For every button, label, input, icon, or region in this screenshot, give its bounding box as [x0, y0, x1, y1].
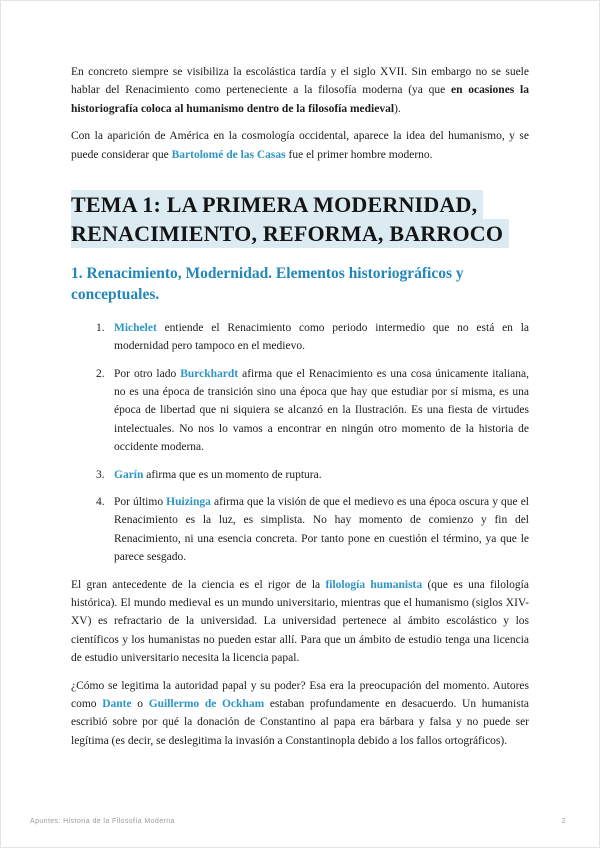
text-run: En concreto siempre se visibiliza la escolástica tardía y el siglo XVII. Sin embargo no se suele hablar del Renacimiento como perteneciente a la filosofía moderna (ya que [71, 66, 529, 97]
text-run: Por último [114, 495, 167, 508]
list-item-huizinga [71, 493, 529, 567]
key-term: Burckhardt [180, 367, 239, 380]
document-content [71, 63, 529, 750]
text-run: ). [394, 102, 401, 115]
list-number: 4. [96, 495, 105, 508]
list-number: 2. [96, 367, 105, 380]
list-item-burckhardt [71, 365, 529, 457]
text-run: o [131, 697, 149, 710]
list-item-text [114, 365, 529, 457]
section-heading: 1. Renacimiento, Modernidad. Elementos historiográficos y conceptuales. [71, 265, 464, 303]
key-term: Huizinga [166, 495, 211, 508]
text-run: afirma que la visión de que el medievo es una época oscura y que el Renacimiento es la luz, es simplista. No hay momento de comienzo y fin del Renacimiento, ni una esencia concreta. Por tanto pone en cuestión el término, ya que le parece sesgado. [114, 495, 529, 564]
key-term: Michelet [114, 321, 157, 334]
key-term: Garín [114, 468, 144, 481]
text-run: fue el primer hombre moderno. [285, 148, 433, 161]
key-term: Guillermo de Ockham [148, 697, 265, 710]
chapter-heading-text: TEMA 1: LA PRIMERA MODERNIDAD, RENACIMIENTO, REFORMA, BARROCO [71, 190, 509, 248]
text-run: Por otro lado [114, 367, 181, 380]
text-run: El gran antecedente de la ciencia es el rigor de la [71, 578, 326, 591]
text-run: entiende el Renacimiento como periodo intermedio que no está en la modernidad pero tampoco en el medievo. [114, 321, 529, 353]
list-number: 1. [96, 321, 105, 334]
page-number: 2 [561, 818, 566, 825]
list-item-text [114, 466, 529, 484]
list-item-text [114, 319, 529, 356]
page-footer [30, 818, 566, 825]
text-run: estaban profundamente en desacuerdo. Un humanista escribió sobre por qué la donación de Constantino al papa era bárbara y falsa y no puede ser legítima (es decir, se deslegitima la invasión a Constantinopla debido a los fallos ortográficos). [71, 697, 529, 747]
text-run: afirma que es un momento de ruptura. [143, 468, 322, 481]
text-run: afirma que el Renacimiento es una cosa únicamente italiana, no es una época de transición sino una época que hay que estudiar por sí misma, es una época de libertad que ni siquiera se alcanzó en la Ilustración. Es una fiesta de virtudes intelectuales. No nos lo vamos a encontrar en ningún otro momento de la historia de occidente moderna. [114, 367, 529, 454]
intro-paragraph-2 [71, 127, 529, 164]
text-run: ¿Cómo se legitima la autoridad papal y su poder? Esa era la preocupación del momento. Autores como [71, 679, 529, 710]
text-run: Con la aparición de América en la cosmología occidental, aparece la idea del humanismo, y se puede considerar que [71, 130, 529, 161]
footer-document-title: Apuntes: Historia de la Filosofía Moderna [30, 818, 175, 825]
chapter-heading [71, 190, 529, 248]
numbered-list [71, 319, 529, 567]
paragraph-papal-authority [71, 677, 529, 751]
key-term: Dante [102, 697, 132, 710]
paragraph-philology [71, 576, 529, 668]
text-run: en ocasiones la historiografía coloca al humanismo dentro de la filosofía medieval [71, 84, 529, 115]
key-term: Bartolomé de las Casas [171, 148, 286, 161]
list-item-garin [71, 466, 529, 484]
list-item-text [114, 493, 529, 567]
list-number: 3. [96, 468, 105, 481]
list-item-michelet [71, 319, 529, 356]
intro-paragraph-1 [71, 63, 529, 118]
text-run: (que es una filología histórica). El mundo medieval es un mundo universitario, mientras que el humanismo (siglos XIV-XV) es refractario de la universidad. La universidad pertenece al ámbito escolástico y los científicos y los humanistas no pueden estar allí. Para que un ámbito de estudio tenga una licencia de estudio universitario necesita la licencia papal. [71, 578, 529, 665]
key-term: filología humanista [325, 578, 423, 591]
